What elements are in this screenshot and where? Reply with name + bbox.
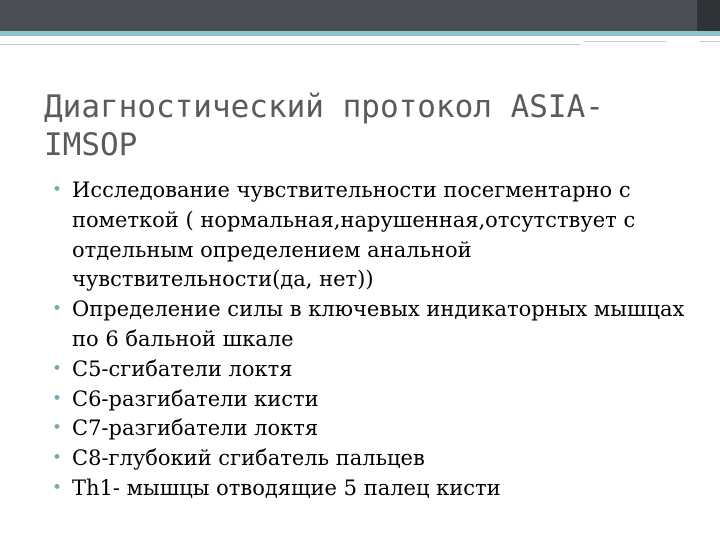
divider-line-left (0, 44, 580, 45)
slide-title: Диагностический протокол ASIA-IMSOP (44, 89, 604, 163)
top-banner (0, 0, 720, 31)
bullet-icon: • (52, 180, 63, 200)
divider-line-right (584, 41, 666, 42)
list-item-text: С6-разгибатели кисти (72, 386, 319, 411)
list-item-text: Th1- мышцы отводящие 5 палец кисти (72, 475, 501, 500)
list-item (52, 176, 692, 295)
list-item-text: Исследование чувствительности посегментарно с пометкой ( нормальная,нарушенная,отсутствует с отдельным определением анальной чувствительности(да, нет)) (72, 178, 636, 292)
list-item (52, 385, 692, 415)
list-item-text: Определение силы в ключевых индикаторных мышцах по 6 бальной шкале (72, 297, 685, 351)
bullet-icon: • (52, 358, 63, 379)
bullet-icon: • (52, 448, 63, 469)
list-item (52, 355, 692, 385)
bullet-list (52, 176, 692, 504)
list-item (52, 474, 692, 504)
bullet-icon: • (52, 388, 63, 409)
bullet-icon: • (52, 418, 63, 439)
divider-line-far-right (700, 41, 720, 42)
accent-strip (0, 31, 720, 36)
bullet-icon: • (52, 477, 63, 498)
list-item-text: С8-глубокий сгибатель пальцев (72, 446, 425, 471)
top-banner-corner-block (697, 0, 720, 31)
list-item (52, 444, 692, 474)
list-item-text: С7-разгибатели локтя (72, 416, 319, 441)
list-item (52, 414, 692, 444)
list-item (52, 295, 692, 355)
list-item-text: С5-сгибатели локтя (72, 356, 293, 381)
bullet-icon: • (52, 299, 63, 320)
